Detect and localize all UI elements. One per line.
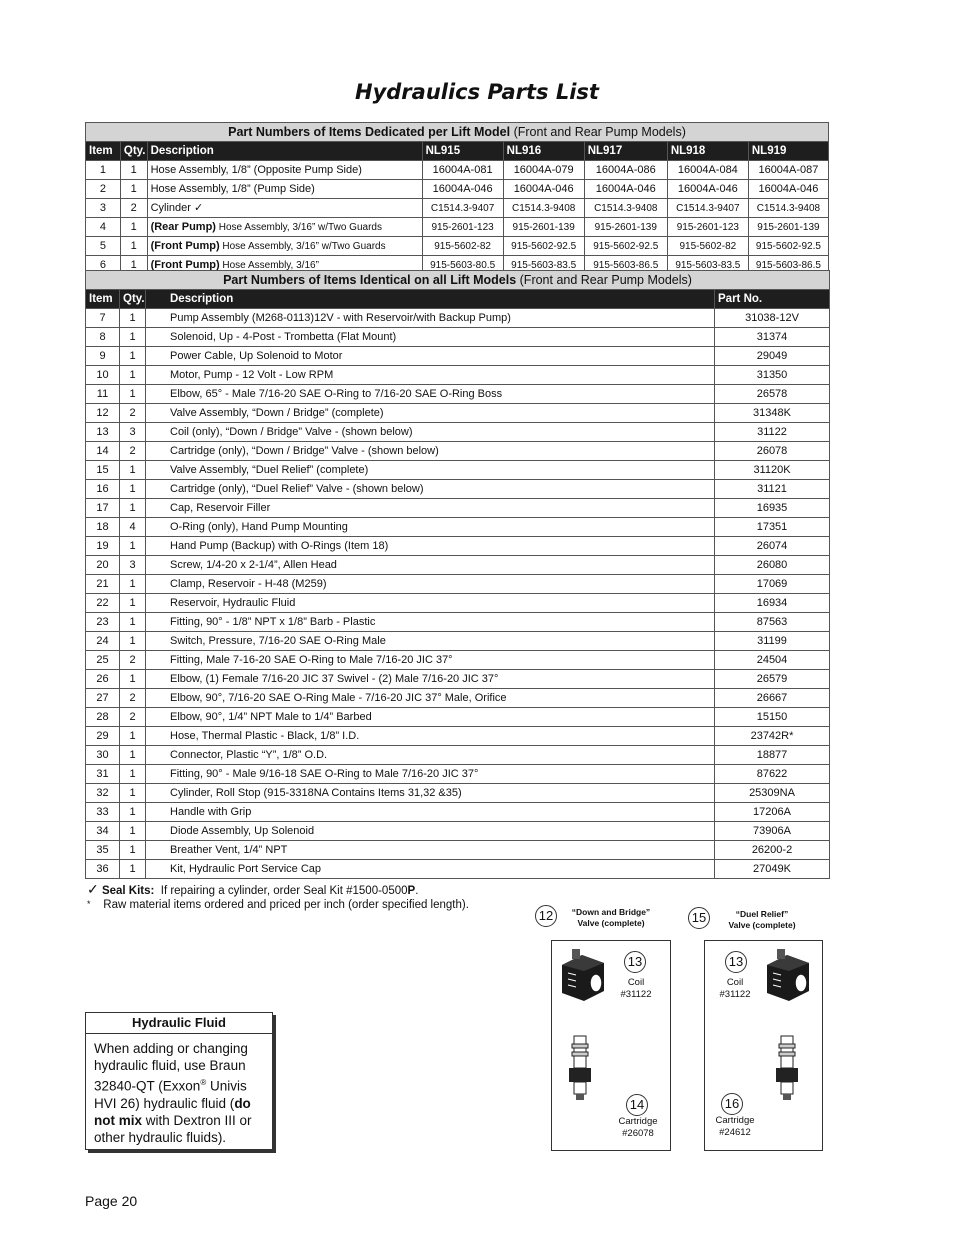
description-cell: Valve Assembly, “Down / Bridge” (complete) — [146, 404, 715, 423]
qty-cell: 1 — [120, 256, 147, 275]
part-number-cell: 26080 — [715, 556, 830, 575]
part-number-cell: 16004A-079 — [503, 161, 584, 180]
cartridge-callout: 16 — [721, 1093, 743, 1115]
description-cell: Pump Assembly (M268-0113)12V - with Reservoir/with Backup Pump) — [146, 309, 715, 328]
column-header: Item — [86, 142, 121, 161]
description-cell: Fitting, 90° - Male 9/16-18 SAE O-Ring to Male 7/16-20 JIC 37° — [146, 765, 715, 784]
description-text: Hose Assembly, 3/16” w/Two Guards — [219, 240, 386, 252]
description-text: Hose Assembly, 3/16” — [219, 259, 319, 271]
description-cell — [147, 161, 422, 180]
table-row — [86, 727, 830, 746]
page-number: Page 20 — [85, 1193, 138, 1209]
part-number-cell: C1514.3-9408 — [748, 199, 828, 218]
qty-cell: 1 — [120, 613, 146, 632]
part-number-cell: C1514.3-9408 — [584, 199, 667, 218]
item-cell: 8 — [86, 328, 120, 347]
qty-cell: 1 — [120, 803, 146, 822]
part-number-cell: 16004A-086 — [584, 161, 667, 180]
qty-cell: 1 — [120, 218, 147, 237]
part-number-cell: 915-5603-86.5 — [748, 256, 828, 275]
item-cell: 5 — [86, 237, 121, 256]
item-cell: 12 — [86, 404, 120, 423]
item-cell: 14 — [86, 442, 120, 461]
qty-cell: 4 — [120, 518, 146, 537]
part-number-cell: 915-5602-92.5 — [584, 237, 667, 256]
qty-cell: 1 — [120, 784, 146, 803]
item-cell: 30 — [86, 746, 120, 765]
part-number-cell: 26200-2 — [715, 841, 830, 860]
description-cell: Kit, Hydraulic Port Service Cap — [146, 860, 715, 879]
description-bold: (Front Pump) — [150, 258, 220, 271]
table-row — [86, 199, 829, 218]
qty-cell: 1 — [120, 670, 146, 689]
table-row — [86, 689, 830, 708]
part-number-cell: 31348K — [715, 404, 830, 423]
coil-callout: 13 — [624, 951, 646, 973]
item-cell: 18 — [86, 518, 120, 537]
qty-cell: 1 — [120, 860, 146, 879]
part-number-cell: 915-2601-123 — [422, 218, 503, 237]
valve-frame — [551, 940, 671, 1151]
item-cell: 36 — [86, 860, 120, 879]
item-cell: 20 — [86, 556, 120, 575]
seal-kits-note: ✓ Seal Kits: If repairing a cylinder, order Seal Kit #1500-0500P. — [87, 881, 419, 897]
item-callout: 12 — [535, 905, 557, 927]
part-number-cell: 915-5602-92.5 — [748, 237, 828, 256]
part-number-cell: 16004A-046 — [503, 180, 584, 199]
description-cell — [147, 180, 422, 199]
part-number-cell: 17206A — [715, 803, 830, 822]
qty-cell: 1 — [120, 237, 147, 256]
description-cell: Diode Assembly, Up Solenoid — [146, 822, 715, 841]
fluid-box-heading: Hydraulic Fluid — [86, 1013, 272, 1034]
part-number-cell: 915-2601-123 — [667, 218, 748, 237]
qty-cell: 1 — [120, 575, 146, 594]
qty-cell: 2 — [120, 442, 146, 461]
part-number-cell: 915-2601-139 — [748, 218, 828, 237]
description-cell: Clamp, Reservoir - H-48 (M259) — [146, 575, 715, 594]
part-number-cell: 915-5602-82 — [422, 237, 503, 256]
description-cell: Reservoir, Hydraulic Fluid — [146, 594, 715, 613]
part-number-cell: 16004A-046 — [748, 180, 828, 199]
coil-callout: 13 — [725, 951, 747, 973]
description-cell: Cylinder, Roll Stop (915-3318NA Contains Items 31,32 &35) — [146, 784, 715, 803]
part-number-cell: 23742R* — [715, 727, 830, 746]
qty-cell: 1 — [120, 161, 147, 180]
part-number-cell: 26579 — [715, 670, 830, 689]
part-number-cell: 16004A-046 — [584, 180, 667, 199]
item-cell: 34 — [86, 822, 120, 841]
part-number-cell: 31374 — [715, 328, 830, 347]
part-number-cell: 915-5602-92.5 — [503, 237, 584, 256]
part-number-cell: 915-5603-80.5 — [422, 256, 503, 275]
item-cell: 19 — [86, 537, 120, 556]
description-cell — [147, 218, 422, 237]
description-cell: Coil (only), “Down / Bridge” Valve - (shown below) — [146, 423, 715, 442]
description-cell: Fitting, Male 7-16-20 SAE O-Ring to Male 7/16-20 JIC 37° — [146, 651, 715, 670]
qty-cell: 3 — [120, 556, 146, 575]
part-number-cell: 16934 — [715, 594, 830, 613]
item-cell: 1 — [86, 161, 121, 180]
qty-cell: 2 — [120, 404, 146, 423]
description-cell: Connector, Plastic “Y”, 1/8” O.D. — [146, 746, 715, 765]
item-cell: 23 — [86, 613, 120, 632]
part-number-cell: 26074 — [715, 537, 830, 556]
part-number-cell: 16004A-046 — [422, 180, 503, 199]
description-cell: Power Cable, Up Solenoid to Motor — [146, 347, 715, 366]
column-header: Item — [86, 290, 120, 309]
qty-cell: 1 — [120, 385, 146, 404]
qty-cell: 1 — [120, 309, 146, 328]
description-cell: Breather Vent, 1/4” NPT — [146, 841, 715, 860]
part-number-cell: 87563 — [715, 613, 830, 632]
table-row — [86, 613, 830, 632]
table-row — [86, 765, 830, 784]
table-row — [86, 575, 830, 594]
description-cell: Switch, Pressure, 7/16-20 SAE O-Ring Male — [146, 632, 715, 651]
part-number-cell: 17351 — [715, 518, 830, 537]
qty-cell: 1 — [120, 632, 146, 651]
qty-cell: 2 — [120, 689, 146, 708]
section1-heading: Part Numbers of Items Dedicated per Lift Model (Front and Rear Pump Models) — [86, 123, 829, 142]
item-cell: 27 — [86, 689, 120, 708]
part-number-cell: 15150 — [715, 708, 830, 727]
item-cell: 11 — [86, 385, 120, 404]
description-cell: Screw, 1/4-20 x 2-1/4”, Allen Head — [146, 556, 715, 575]
description-cell: Elbow, 90°, 7/16-20 SAE O-Ring Male - 7/16-20 JIC 37° Male, Orifice — [146, 689, 715, 708]
part-number-cell: 31350 — [715, 366, 830, 385]
qty-cell: 3 — [120, 423, 146, 442]
part-number-cell: 915-5603-86.5 — [584, 256, 667, 275]
qty-cell: 1 — [120, 366, 146, 385]
part-number-cell: 16004A-081 — [422, 161, 503, 180]
table-row — [86, 841, 830, 860]
description-cell: Elbow, 65° - Male 7/16-20 SAE O-Ring to 7/16-20 SAE O-Ring Boss — [146, 385, 715, 404]
column-header: NL917 — [584, 142, 667, 161]
cartridge-label: Cartridge #26078 — [618, 1116, 658, 1139]
column-header: Qty. — [120, 142, 147, 161]
qty-cell: 1 — [120, 480, 146, 499]
item-cell: 7 — [86, 309, 120, 328]
item-cell: 15 — [86, 461, 120, 480]
description-cell: Elbow, 90°, 1/4” NPT Male to 1/4” Barbed — [146, 708, 715, 727]
description-cell: Handle with Grip — [146, 803, 715, 822]
description-cell — [147, 199, 422, 218]
qty-cell: 2 — [120, 651, 146, 670]
part-number-cell: 24504 — [715, 651, 830, 670]
item-cell: 3 — [86, 199, 121, 218]
table-row — [86, 518, 830, 537]
description-cell: Elbow, (1) Female 7/16-20 JIC 37 Swivel - (2) Male 7/16-20 JIC 37° — [146, 670, 715, 689]
part-number-cell: 915-5602-82 — [667, 237, 748, 256]
part-number-cell: 73906A — [715, 822, 830, 841]
part-number-cell: 31122 — [715, 423, 830, 442]
item-cell: 22 — [86, 594, 120, 613]
table-row — [86, 784, 830, 803]
qty-cell: 2 — [120, 199, 147, 218]
item-cell: 16 — [86, 480, 120, 499]
identical-parts-table — [85, 270, 830, 879]
table-row — [86, 670, 830, 689]
description-cell: Motor, Pump - 12 Volt - Low RPM — [146, 366, 715, 385]
fluid-box-text: When adding or changing hydraulic fluid, use Braun 32840-QT (Exxon® Univis HVI 26) hydraulic fluid (do not mix with Dextron III or other hydraulic fluids). — [94, 1041, 252, 1145]
table-row — [86, 651, 830, 670]
valve-label: “Down and Bridge” Valve (complete) — [571, 907, 651, 928]
item-cell: 2 — [86, 180, 121, 199]
description-text: Hose Assembly, 1/8” (Opposite Pump Side) — [150, 163, 362, 176]
part-number-cell: 16004A-084 — [667, 161, 748, 180]
section2-heading: Part Numbers of Items Identical on all Lift Models (Front and Rear Pump Models) — [86, 271, 830, 290]
item-cell: 10 — [86, 366, 120, 385]
table-row — [86, 556, 830, 575]
item-cell: 21 — [86, 575, 120, 594]
qty-cell: 1 — [120, 328, 146, 347]
part-number-cell: 915-5603-83.5 — [503, 256, 584, 275]
table-row — [86, 161, 829, 180]
description-cell: Solenoid, Up - 4-Post - Trombetta (Flat Mount) — [146, 328, 715, 347]
description-cell — [147, 237, 422, 256]
table-row — [86, 423, 830, 442]
column-header: Qty. — [120, 290, 146, 309]
qty-cell: 1 — [120, 499, 146, 518]
table-row — [86, 860, 830, 879]
table-row — [86, 803, 830, 822]
part-number-cell: 25309NA — [715, 784, 830, 803]
table-row — [86, 442, 830, 461]
column-header: NL919 — [748, 142, 828, 161]
cartridge-callout: 14 — [626, 1094, 648, 1116]
part-number-cell: 26078 — [715, 442, 830, 461]
qty-cell: 1 — [120, 594, 146, 613]
table-row — [86, 499, 830, 518]
table-row — [86, 537, 830, 556]
qty-cell: 1 — [120, 347, 146, 366]
qty-cell: 1 — [120, 537, 146, 556]
part-number-cell: 18877 — [715, 746, 830, 765]
part-number-cell: 16004A-087 — [748, 161, 828, 180]
column-header: Description — [146, 290, 715, 309]
description-text: Hose Assembly, 1/8” (Pump Side) — [150, 182, 315, 195]
part-number-cell: C1514.3-9407 — [667, 199, 748, 218]
part-number-cell: 915-2601-139 — [584, 218, 667, 237]
part-number-cell: 16935 — [715, 499, 830, 518]
description-cell: Hose, Thermal Plastic - Black, 1/8” I.D. — [146, 727, 715, 746]
qty-cell: 1 — [120, 180, 147, 199]
column-header: Description — [147, 142, 422, 161]
part-number-cell: C1514.3-9408 — [503, 199, 584, 218]
description-cell: Cartridge (only), “Duel Relief” Valve - (shown below) — [146, 480, 715, 499]
part-number-cell: C1514.3-9407 — [422, 199, 503, 218]
table-row — [86, 385, 830, 404]
part-number-cell: 17069 — [715, 575, 830, 594]
qty-cell: 1 — [120, 727, 146, 746]
table-row — [86, 404, 830, 423]
description-cell: Fitting, 90° - 1/8” NPT x 1/8” Barb - Plastic — [146, 613, 715, 632]
valve-frame — [704, 940, 823, 1151]
item-cell: 4 — [86, 218, 121, 237]
hydraulic-fluid-box — [85, 1012, 273, 1150]
page-title: Hydraulics Parts List — [355, 80, 599, 104]
part-number-cell: 915-2601-139 — [503, 218, 584, 237]
qty-cell: 1 — [120, 765, 146, 784]
qty-cell: 1 — [120, 461, 146, 480]
description-cell: O-Ring (only), Hand Pump Mounting — [146, 518, 715, 537]
item-cell: 29 — [86, 727, 120, 746]
part-number-cell: 31199 — [715, 632, 830, 651]
table-row — [86, 822, 830, 841]
item-cell: 33 — [86, 803, 120, 822]
table-row — [86, 480, 830, 499]
valve-label: “Duel Relief” Valve (complete) — [728, 909, 796, 930]
table-row — [86, 218, 829, 237]
part-number-cell: 31120K — [715, 461, 830, 480]
part-number-cell: 16004A-046 — [667, 180, 748, 199]
item-cell: 24 — [86, 632, 120, 651]
description-cell: Hand Pump (Backup) with O-Rings (Item 18) — [146, 537, 715, 556]
raw-material-note: * Raw material items ordered and priced per inch (order specified length). — [87, 899, 469, 911]
table-row — [86, 746, 830, 765]
item-cell: 25 — [86, 651, 120, 670]
part-number-cell: 87622 — [715, 765, 830, 784]
item-cell: 31 — [86, 765, 120, 784]
description-bold: (Front Pump) — [150, 239, 220, 252]
table-row — [86, 328, 830, 347]
column-header: NL918 — [667, 142, 748, 161]
table-row — [86, 180, 829, 199]
table-row — [86, 708, 830, 727]
item-cell: 26 — [86, 670, 120, 689]
table-row — [86, 347, 830, 366]
table-row — [86, 461, 830, 480]
description-cell: Cartridge (only), “Down / Bridge” Valve - (shown below) — [146, 442, 715, 461]
table-row — [86, 309, 830, 328]
part-number-cell: 26667 — [715, 689, 830, 708]
dedicated-parts-table — [85, 122, 829, 275]
table-row — [86, 237, 829, 256]
item-cell: 9 — [86, 347, 120, 366]
description-text: Hose Assembly, 3/16” w/Two Guards — [215, 221, 382, 233]
part-number-cell: 26578 — [715, 385, 830, 404]
item-callout: 15 — [688, 907, 710, 929]
cartridge-label: Cartridge #24612 — [715, 1115, 755, 1138]
column-header: NL916 — [503, 142, 584, 161]
coil-label: Coil #31122 — [719, 977, 751, 1000]
item-cell: 28 — [86, 708, 120, 727]
table-row — [86, 594, 830, 613]
part-number-cell: 29049 — [715, 347, 830, 366]
column-header: Part No. — [715, 290, 830, 309]
description-cell: Cap, Reservoir Filler — [146, 499, 715, 518]
table-row — [86, 366, 830, 385]
description-text: Cylinder ✓ — [150, 201, 204, 214]
part-number-cell: 27049K — [715, 860, 830, 879]
qty-cell: 1 — [120, 822, 146, 841]
item-cell: 32 — [86, 784, 120, 803]
column-header: NL915 — [422, 142, 503, 161]
coil-label: Coil #31122 — [620, 977, 652, 1000]
part-number-cell: 915-5603-83.5 — [667, 256, 748, 275]
part-number-cell: 31038-12V — [715, 309, 830, 328]
description-cell: Valve Assembly, “Duel Relief” (complete) — [146, 461, 715, 480]
item-cell: 35 — [86, 841, 120, 860]
qty-cell: 2 — [120, 708, 146, 727]
description-bold: (Rear Pump) — [150, 220, 216, 233]
qty-cell: 1 — [120, 841, 146, 860]
item-cell: 6 — [86, 256, 121, 275]
item-cell: 17 — [86, 499, 120, 518]
item-cell: 13 — [86, 423, 120, 442]
table-row — [86, 632, 830, 651]
part-number-cell: 31121 — [715, 480, 830, 499]
qty-cell: 1 — [120, 746, 146, 765]
